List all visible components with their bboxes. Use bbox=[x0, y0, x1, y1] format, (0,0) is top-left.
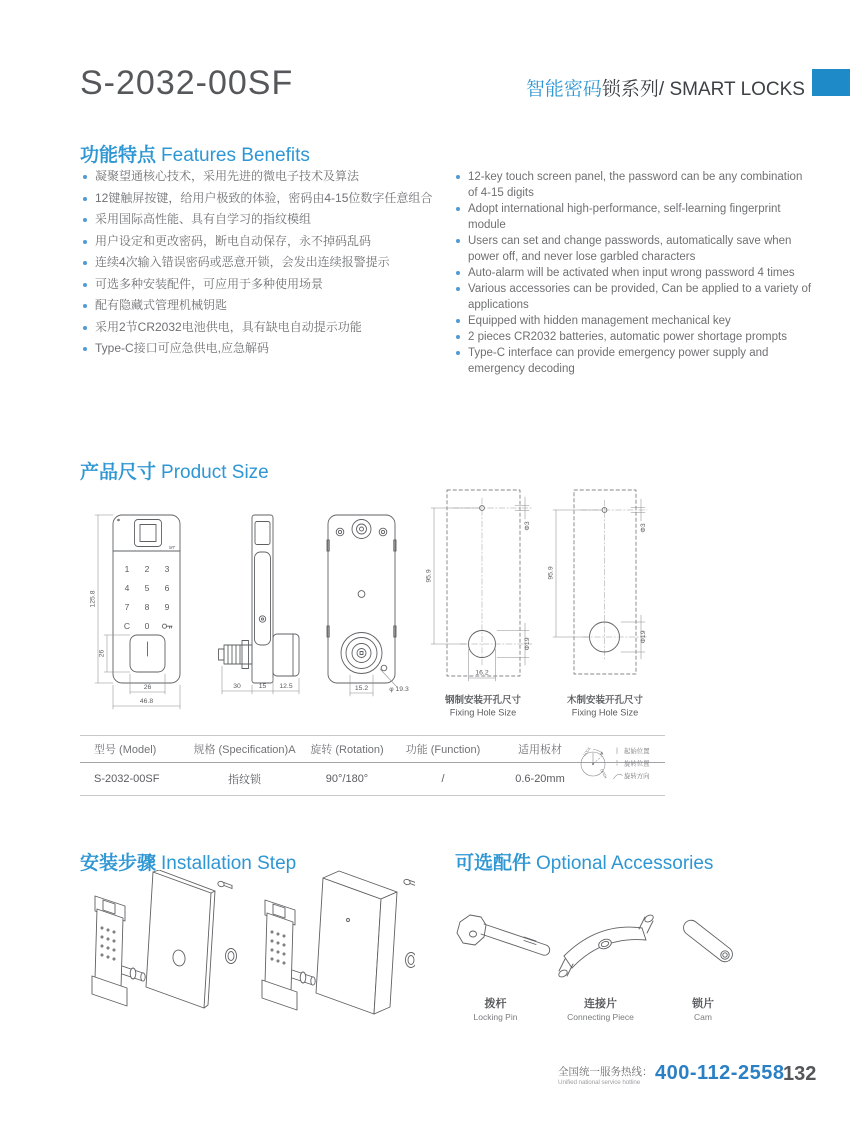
dimension-label: 26 bbox=[98, 649, 106, 658]
accessory-label bbox=[543, 995, 658, 1022]
column-header: 功能 (Function) bbox=[405, 744, 481, 756]
steel-hole-label-zh: 钢制安装开孔尺寸 bbox=[444, 695, 522, 706]
accessory-labels bbox=[448, 995, 748, 1022]
product-size-drawings bbox=[85, 488, 745, 728]
keypad-key: 1 bbox=[124, 564, 130, 574]
legend-item: 起始位置 bbox=[624, 748, 650, 755]
spec-table bbox=[80, 735, 665, 796]
product-size-heading-zh: 产品尺寸 bbox=[80, 462, 157, 483]
steel-fixing-hole-drawing bbox=[426, 490, 533, 718]
lock-device-art bbox=[262, 900, 315, 1010]
service-hotline bbox=[558, 1067, 653, 1086]
table-cell: 0.6-20mm bbox=[515, 773, 565, 785]
spec-table-header-row bbox=[80, 735, 665, 763]
nut-art bbox=[226, 949, 237, 964]
table-cell: 指纹锁 bbox=[228, 774, 261, 786]
dimension-label: 95.9 bbox=[547, 566, 555, 580]
keypad-key: 6 bbox=[164, 583, 170, 593]
dimension-label: Φ19 bbox=[524, 637, 531, 651]
installation-heading-en: Installation Step bbox=[161, 853, 297, 874]
series-title bbox=[526, 74, 805, 101]
keypad-key: 2 bbox=[144, 564, 150, 574]
dimension-label: 26 bbox=[143, 684, 152, 691]
feature-item: 连续4次输入错误密码或恶意开锁，会发出连续报警提示 bbox=[82, 252, 454, 274]
series-title-rest: 锁系列/ SMART LOCKS bbox=[601, 79, 805, 100]
screw-art bbox=[217, 880, 232, 888]
column-header: 规格 (Specification)A bbox=[193, 744, 296, 756]
key-icon bbox=[162, 624, 172, 628]
accessory-label-zh: 锁片 bbox=[692, 998, 714, 1010]
accessory-label-zh: 拨杆 bbox=[484, 998, 507, 1010]
installation-heading-zh: 安装步骤 bbox=[80, 853, 157, 874]
legend-item: 旋转方向 bbox=[624, 773, 650, 780]
accessories-heading-zh: 可选配件 bbox=[455, 853, 532, 874]
feature-item: 12-key touch screen panel, the password can be any combination of 4-15 digits bbox=[455, 169, 813, 201]
hotline-phone-number: 400-112-2558 bbox=[655, 1062, 785, 1084]
legend-item: 旋转位置 bbox=[624, 760, 650, 768]
features-heading-en: Features Benefits bbox=[161, 145, 310, 166]
accessories-heading bbox=[455, 848, 713, 875]
feature-item: Users can set and change passwords, automatically save when power off, and never lose garbled characters bbox=[455, 233, 813, 265]
features-heading-zh: 功能特点 bbox=[80, 145, 157, 166]
keypad-key: 4 bbox=[124, 583, 130, 593]
hotline-label-zh: 全国统一服务热线： bbox=[558, 1066, 653, 1078]
table-cell: / bbox=[441, 773, 445, 785]
keypad-key: 3 bbox=[164, 564, 170, 574]
feature-item: 用户设定和更改密码，断电自动保存，永不掉码乱码 bbox=[82, 231, 454, 253]
accessory-label bbox=[448, 995, 543, 1022]
table-cell: 90°/180° bbox=[325, 773, 369, 785]
cam-art bbox=[681, 917, 736, 965]
rotation-legend bbox=[579, 741, 667, 785]
keypad-key: C bbox=[123, 621, 131, 631]
dimension-label: 15 bbox=[258, 683, 267, 690]
table-cell: S-2032-00SF bbox=[94, 773, 160, 785]
dimension-label: 95.9 bbox=[425, 569, 433, 583]
lock-back-view bbox=[327, 515, 409, 696]
installation-step-1 bbox=[92, 870, 237, 1008]
feature-item: Equipped with hidden management mechanical key bbox=[455, 313, 813, 329]
product-size-heading-en: Product Size bbox=[161, 462, 269, 483]
accessory-label bbox=[658, 995, 748, 1022]
keypad-key: 5 bbox=[144, 583, 150, 593]
wood-hole-label-zh: 木制安装开孔尺寸 bbox=[566, 695, 644, 706]
wood-hole-label-en: Fixing Hole Size bbox=[571, 707, 639, 718]
dimension-label: Φ3 bbox=[524, 521, 531, 531]
dimension-label: 16.2 bbox=[475, 669, 489, 677]
keypad-key: 0 bbox=[144, 621, 150, 631]
feature-item: 配有隐藏式管理机械钥匙 bbox=[82, 295, 454, 317]
screw-art bbox=[403, 878, 415, 886]
lock-device-art bbox=[92, 896, 145, 1006]
nut-art bbox=[406, 953, 416, 968]
dimension-label: Φ3 bbox=[640, 523, 647, 533]
dimension-label: 30 bbox=[233, 683, 241, 690]
header-accent-box bbox=[812, 69, 850, 96]
dimension-label: 15.2 bbox=[354, 685, 369, 692]
dimension-label: 46.8 bbox=[139, 698, 154, 705]
lock-side-view bbox=[219, 515, 300, 694]
accessory-label-zh: 连接片 bbox=[584, 998, 617, 1010]
column-header: 适用板材 bbox=[518, 744, 562, 756]
accessories-heading-en: Optional Accessories bbox=[536, 853, 714, 874]
installation-step-drawings bbox=[85, 870, 415, 1045]
keypad-key: 7 bbox=[124, 602, 130, 612]
product-size-heading bbox=[80, 457, 269, 484]
dimension-label: Φ19 bbox=[640, 630, 647, 644]
locking-pin-art bbox=[457, 915, 550, 955]
feature-item: 12键触屏按键，给用户极致的体验，密码由4-15位数字任意组合 bbox=[82, 188, 454, 210]
steel-hole-label-en: Fixing Hole Size bbox=[449, 707, 517, 718]
feature-item: 采用2节CR2032电池供电，具有缺电自动提示功能 bbox=[82, 317, 454, 339]
legend-open-text: OPEN bbox=[599, 768, 608, 780]
feature-item: 可选多种安装配件，可应用于多种使用场景 bbox=[82, 274, 454, 296]
column-header: 旋转 (Rotation) bbox=[310, 744, 384, 756]
dimension-label: 12.5 bbox=[279, 683, 293, 690]
accessory-label-en: Locking Pin bbox=[473, 1012, 518, 1022]
connecting-piece-art bbox=[558, 914, 655, 979]
feature-item: 采用国际高性能、具有自学习的指纹模组 bbox=[82, 209, 454, 231]
dimension-label: 125.8 bbox=[89, 590, 97, 608]
keypad-key: 9 bbox=[164, 602, 170, 612]
feature-item: 凝聚望通核心技术，采用先进的微电子技术及算法 bbox=[82, 166, 454, 188]
keypad-key: 8 bbox=[144, 602, 150, 612]
legend-lock-text: LOCK bbox=[582, 746, 592, 757]
series-title-zh: 智能密码 bbox=[525, 79, 602, 100]
page-number: 132 bbox=[783, 1063, 817, 1085]
feature-item: Auto-alarm will be activated when input wrong password 4 times bbox=[455, 265, 813, 281]
feature-item: Type-C接口可应急供电,应急解码 bbox=[82, 338, 454, 360]
page-title: S-2032-00SF bbox=[80, 64, 294, 102]
feature-item: Adopt international high-performance, self-learning fingerprint module bbox=[455, 201, 813, 233]
features-list-en bbox=[455, 169, 813, 377]
accessories-drawings bbox=[448, 888, 748, 993]
feature-item: Type-C interface can provide emergency power supply and emergency decoding bbox=[455, 345, 813, 377]
wood-fixing-hole-drawing bbox=[548, 490, 648, 718]
accessory-label-en: Cam bbox=[694, 1012, 712, 1022]
hotline-label-en: Unified national service hotline bbox=[558, 1078, 641, 1086]
lock-front-view bbox=[90, 515, 181, 709]
features-list-zh bbox=[82, 166, 454, 360]
dimension-label: φ 19.3 bbox=[389, 686, 409, 693]
column-header: 型号 (Model) bbox=[94, 744, 157, 756]
brand-logo: MT bbox=[168, 545, 175, 550]
feature-item: Various accessories can be provided, Can be applied to a variety of applications bbox=[455, 281, 813, 313]
accessory-label-en: Connecting Piece bbox=[567, 1012, 634, 1022]
feature-item: 2 pieces CR2032 batteries, automatic power shortage prompts bbox=[455, 329, 813, 345]
features-heading bbox=[80, 140, 310, 167]
installation-step-2 bbox=[262, 871, 415, 1014]
